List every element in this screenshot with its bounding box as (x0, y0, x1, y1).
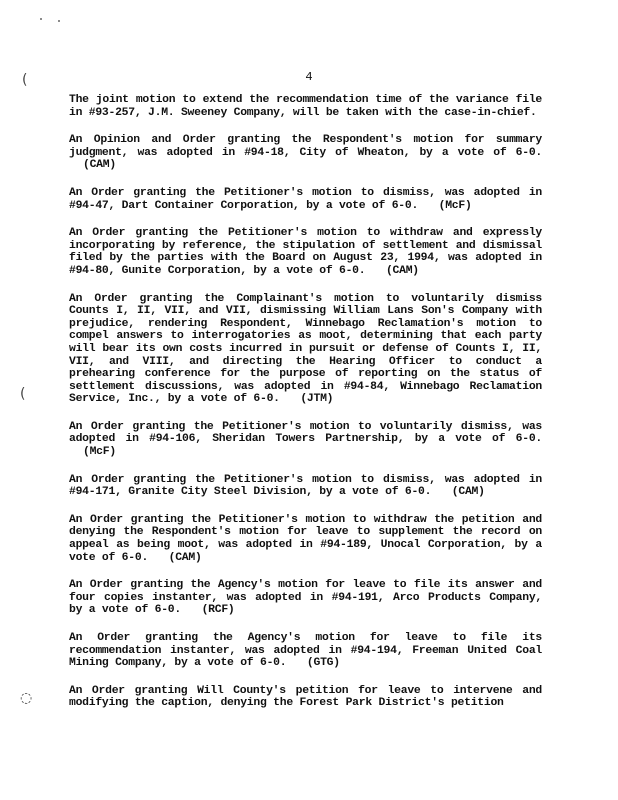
paragraph-1: An Opinion and Order granting the Respondent's motion for summary judgment, was adopted in #94-18, City of Wheaton, by a vote of 6-0. (CAM) (69, 134, 542, 172)
margin-mark-middle: ( (20, 386, 26, 402)
margin-mark-top: ( (22, 72, 28, 88)
page-number: 4 (305, 70, 313, 84)
paragraph-8: An Order granting the Agency's motion for leave to file its answer and four copies instanter, was adopted in #94-191, Arco Products Company, by a vote of 6-0. (RCF) (69, 579, 542, 617)
paragraph-10: An Order granting Will County's petition for leave to intervene and modifying the caption, denying the Forest Park District's petition (69, 684, 542, 710)
initials: (RCF) (201, 604, 235, 617)
scan-dot (40, 18, 42, 20)
initials: (CAM) (385, 264, 419, 277)
paragraph-9: An Order granting the Agency's motion for leave to file its recommendation instanter, was adopted in #94-194, Freeman United Coal Mining Company, by a vote of 6-0. (GTG) (69, 632, 542, 670)
initials: (GTG) (306, 657, 340, 670)
paragraph-7: An Order granting the Petitioner's motion to withdraw the petition and denying the Respondent's motion for leave to supplement the record on appeal as being moot, was adopted in #94-189, Unocal Corporation, by a vote of 6-0. (CAM) (69, 513, 542, 564)
paragraph-6: An Order granting the Petitioner's motion to dismiss, was adopted in #94-171, Granite City Steel Division, by a vote of 6-0. (CAM) (69, 473, 542, 499)
margin-mark-bottom: ◌ (20, 690, 33, 706)
paragraph-4: An Order granting the Complainant's motion to voluntarily dismiss Counts I, II, VII, and VII, dismissing William Lans Son's Company with prejudice, rendering Respondent, Winnebago Reclamation's motion to compel answers to interrogatories as moot, determining that each party will bear its own costs incurred in pursuit or defense of Counts I, II, VII, and VIII, and directing the Hearing Officer to conduct a prehearing conference for the purpose of reporting on the status of settlement discussions, was adopted in #94-84, Winnebago Reclamation Service, Inc., by a vote of 6-0. (JTM) (69, 292, 542, 406)
paragraph-5: An Order granting the Petitioner's motion to voluntarily dismiss, was adopted in #94-106, Sheridan Towers Partnership, by a vote of 6-0. (McF) (69, 420, 542, 459)
paragraph-2: An Order granting the Petitioner's motion to dismiss, was adopted in #94-47, Dart Container Corporation, by a vote of 6-0. (McF) (69, 186, 542, 212)
scan-dot (58, 20, 60, 22)
initials: (McF) (438, 199, 472, 212)
minutes-body (69, 94, 542, 710)
paragraph-0: The joint motion to extend the recommendation time of the variance file in #93-257, J.M. Sweeney Company, will be taken with the case-in-chief. (69, 94, 542, 119)
initials: (CAM) (451, 486, 485, 499)
initials: (CAM) (83, 159, 116, 172)
initials: (McF) (83, 446, 116, 459)
initials: (JTM) (300, 393, 334, 406)
initials: (CAM) (168, 551, 202, 564)
paragraph-3: An Order granting the Petitioner's motion to withdraw and expressly incorporating by reference, the stipulation of settlement and dismissal filed by the parties with the Board on August 23, 1994, was adopted in #94-80, Gunite Corporation, by a vote of 6-0. (CAM) (69, 227, 542, 277)
